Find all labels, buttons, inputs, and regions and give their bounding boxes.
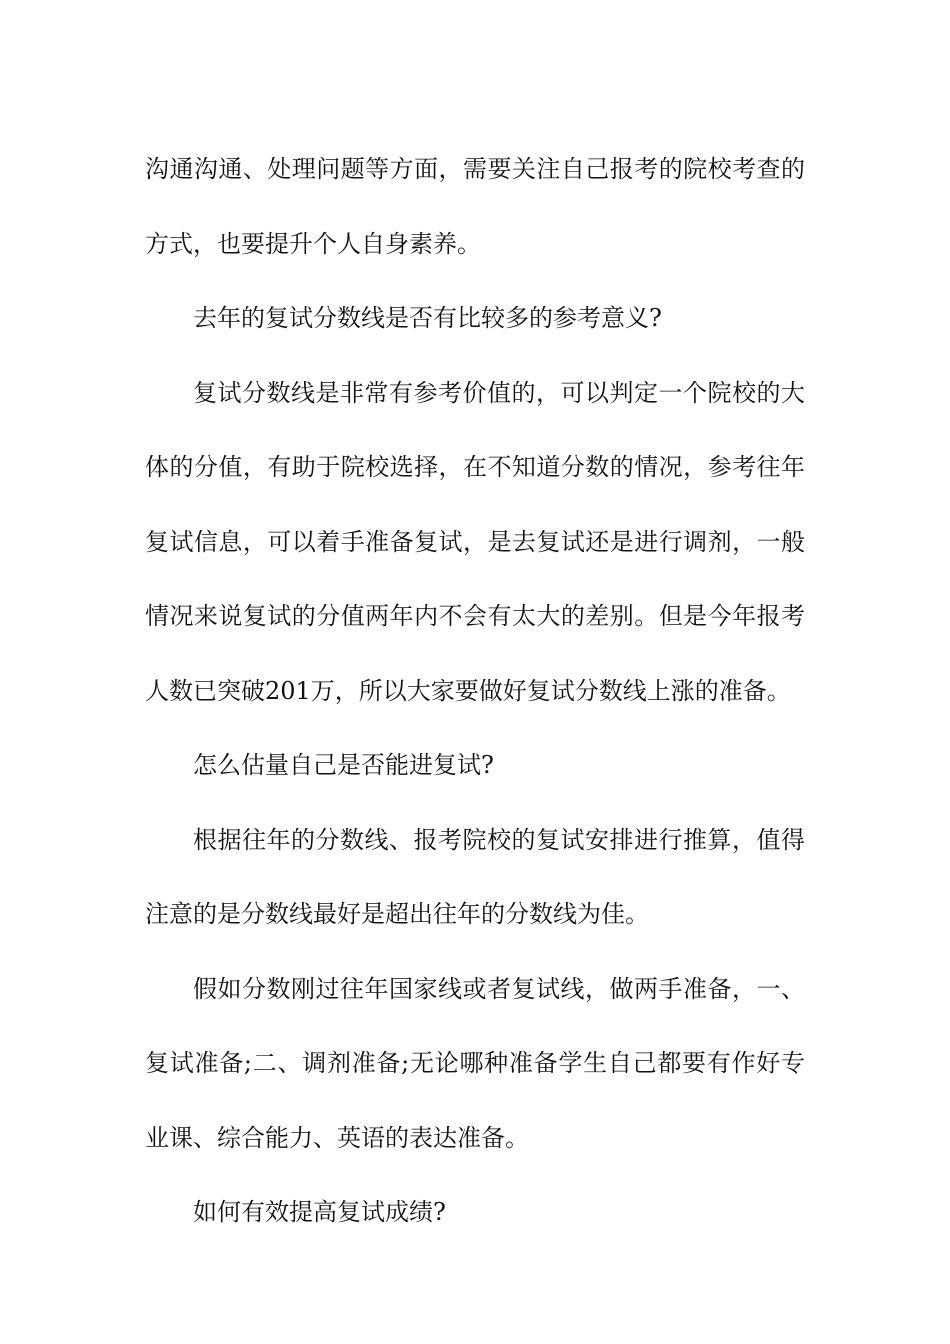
document-body (145, 132, 805, 1250)
paragraph-answer-reference-value: 复试分数线是非常有参考价值的，可以判定一个院校的大体的分值，有助于院校选择，在不知道分数的情况，参考往年复试信息，可以着手准备复试，是去复试还是进行调剂，一般情况来说复试的分值两年内不会有太大的差别。但是今年报考人数已突破201万，所以大家要做好复试分数线上涨的准备。 (145, 378, 805, 705)
paragraph-question-improve: 如何有效提高复试成绩? (193, 1198, 446, 1226)
paragraph-continuation: 沟通沟通、处理问题等方面，需要关注自己报考的院校考查的方式，也要提升个人自身素养。 (145, 155, 805, 258)
paragraph-two-preparations: 假如分数刚过往年国家线或者复试线，做两手准备，一、复试准备;二、调剂准备;无论哪种准备学生自己都要有作好专业课、综合能力、英语的表达准备。 (145, 974, 805, 1152)
paragraph-question-reference-value: 去年的复试分数线是否有比较多的参考意义? (193, 304, 662, 332)
paragraph-question-estimate: 怎么估量自己是否能进复试? (193, 751, 494, 779)
paragraph-answer-estimate: 根据往年的分数线、报考院校的复试安排进行推算，值得注意的是分数线最好是超出往年的分数线为佳。 (145, 825, 805, 928)
